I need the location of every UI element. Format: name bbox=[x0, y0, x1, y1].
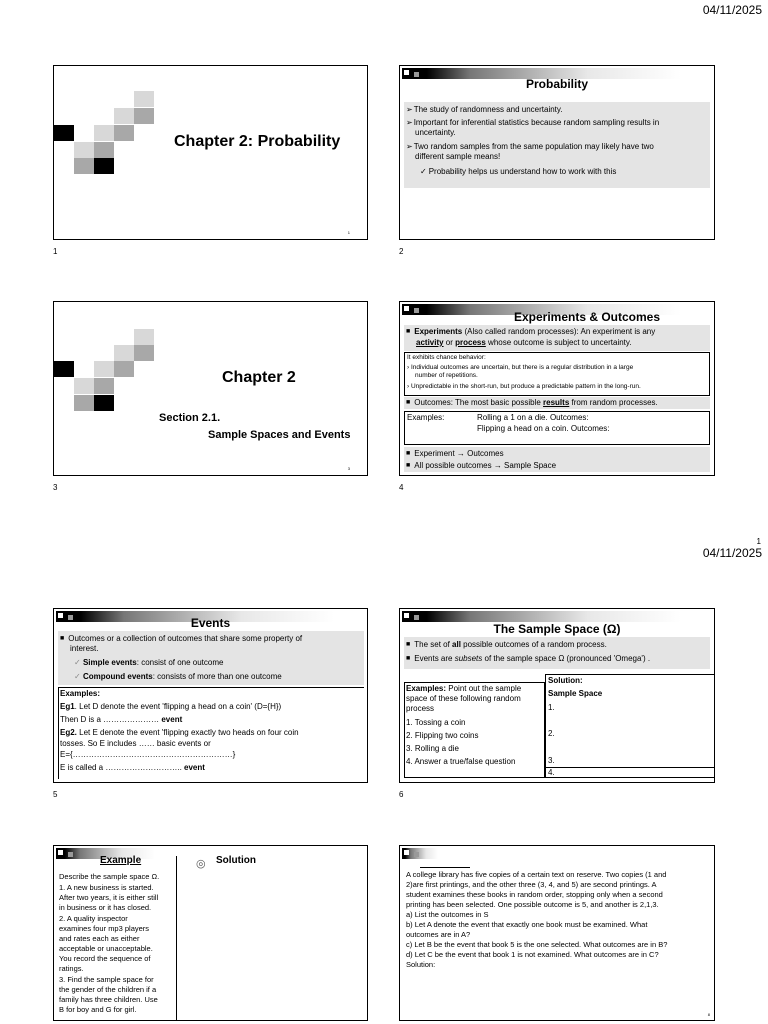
slide-number: 5 bbox=[53, 790, 58, 799]
examples-box: Examples: Point out the sample space of these following random process 1. Tossing a coin 2. Flipping two coins 3. Rolling a die 4. Answer a true/false question bbox=[404, 682, 545, 778]
slide-4 bbox=[399, 301, 715, 476]
chance-box: It exhibits chance behavior: › Individual outcomes are uncertain, but there is a regular distribution in a large number of repetitions. › Unpredictable in the short-run, but produce a predictable pattern in the long-run. bbox=[404, 352, 710, 396]
slide-number: 4 bbox=[399, 483, 404, 492]
slide-title: Experiments & Outcomes bbox=[513, 310, 661, 324]
bullet-cont: different sample means! bbox=[415, 152, 501, 161]
slide-title: Chapter 2 bbox=[222, 369, 296, 386]
section-label: Section 2.1. bbox=[159, 412, 221, 424]
sub-bullet: ✓ Probability helps us understand how to work with this bbox=[420, 167, 616, 176]
slide-title: Probability bbox=[525, 77, 588, 91]
content-box bbox=[404, 102, 710, 188]
solution-heading: Solution bbox=[216, 855, 256, 866]
target-icon: ◎ bbox=[196, 858, 206, 870]
slide-title: Chapter 2: Probability bbox=[174, 133, 341, 150]
slide-number: 1 bbox=[53, 247, 58, 256]
bullet: ➢ The study of randomness and uncertainty. bbox=[406, 105, 563, 114]
bullet: ➢ Two random samples from the same population may likely have two bbox=[406, 142, 654, 151]
solution-box: Solution: Sample Space 1. 2. 3. 4. bbox=[545, 674, 715, 778]
definition-box: ■ The set of all possible outcomes of a random process. ■ Events are subsets of the sample space Ω (pronounced 'Omega') . bbox=[404, 637, 710, 669]
page-date: 04/11/2025 bbox=[702, 546, 762, 560]
examples-box: Examples: Rolling a 1 on a die. Outcomes: Flipping a head on a coin. Outcomes: bbox=[404, 411, 710, 445]
example-heading: Example bbox=[100, 855, 142, 866]
slide-8: A college library has five copies of a certain text on reserve. Two copies (1 and 2)are first printings, and the other three (3, 4, and 5) are second printings. A student examines these books in random order, stopping only when a second printing has been selected. One possible outcome is 5, and another is 2,1,3. a) List the outcomes in S b) Let A denote the event that exactly one book must be examined. What outcomes are in A? c) Let B be the event that book 5 is the one selected. What outcomes are in B? d) Let C be the event that book 1 is not examined. What outcomes are in C? Solution: 8 bbox=[399, 845, 715, 1021]
slide-6 bbox=[399, 608, 715, 783]
slide-number: 2 bbox=[399, 247, 404, 256]
slide-5: Events ■ Outcomes or a collection of outcomes that share some property of interest. ✓ Simple events: consist of one outcome ✓ Compound events: consists of more than one outcome Examples: Eg1. Let D denote the event 'flipping a head on a coin' (D={H}) Then D is a ………………… event Eg2. Let E denote the event 'flipping exactly two heads on four coin tosses. So E includes …… basic events or E={……………………………………………………} E is called a ……………………….. event bbox=[53, 608, 368, 783]
definition-box: ■ Outcomes or a collection of outcomes that share some property of interest. ✓ Simple events: consist of one outcome ✓ Compound events: consists of more than one outcome bbox=[58, 631, 364, 685]
slide-1 bbox=[53, 65, 368, 240]
slide-title: The Sample Space (Ω) bbox=[493, 622, 621, 636]
slide-number: 6 bbox=[399, 790, 404, 799]
slide-mini-number: 8 bbox=[707, 1012, 710, 1017]
page-date: 04/11/2025 bbox=[702, 3, 762, 17]
slide-7: Example ◎ Solution Describe the sample space Ω. 1. A new business is started. After two years, it is either still in business or it has closed. 2. A quality inspector examines four mp3 players and rates each as either acceptable or unacceptable. You record the sequence of ratings. 3. Find the sample space for the gender of the children if a family has three children. Use B for boy and G for girl. bbox=[53, 845, 368, 1021]
slide-title: Events bbox=[190, 616, 231, 630]
summary-box: ■ Experiment → Outcomes ■ All possible outcomes → Sample Space bbox=[404, 447, 710, 472]
page-number: 1 bbox=[756, 537, 761, 546]
slide-2 bbox=[399, 65, 715, 240]
header-bar bbox=[402, 611, 712, 622]
outcomes-box: ■ Outcomes: The most basic possible results from random processes. bbox=[404, 397, 710, 409]
definition-box: ■ Experiments (Also called random processes): An experiment is any activity or process whose outcome is subject to uncertainty. bbox=[404, 325, 710, 351]
slide-subtitle: Sample Spaces and Events bbox=[208, 429, 351, 441]
slide-mini-number: 1 bbox=[347, 230, 350, 235]
slide-number: 3 bbox=[53, 483, 58, 492]
slide-mini-number: 3 bbox=[347, 466, 350, 471]
bullet: ➢ Important for inferential statistics because random sampling results in bbox=[406, 118, 659, 127]
slide-3 bbox=[53, 301, 368, 476]
bullet-cont: uncertainty. bbox=[415, 128, 456, 137]
